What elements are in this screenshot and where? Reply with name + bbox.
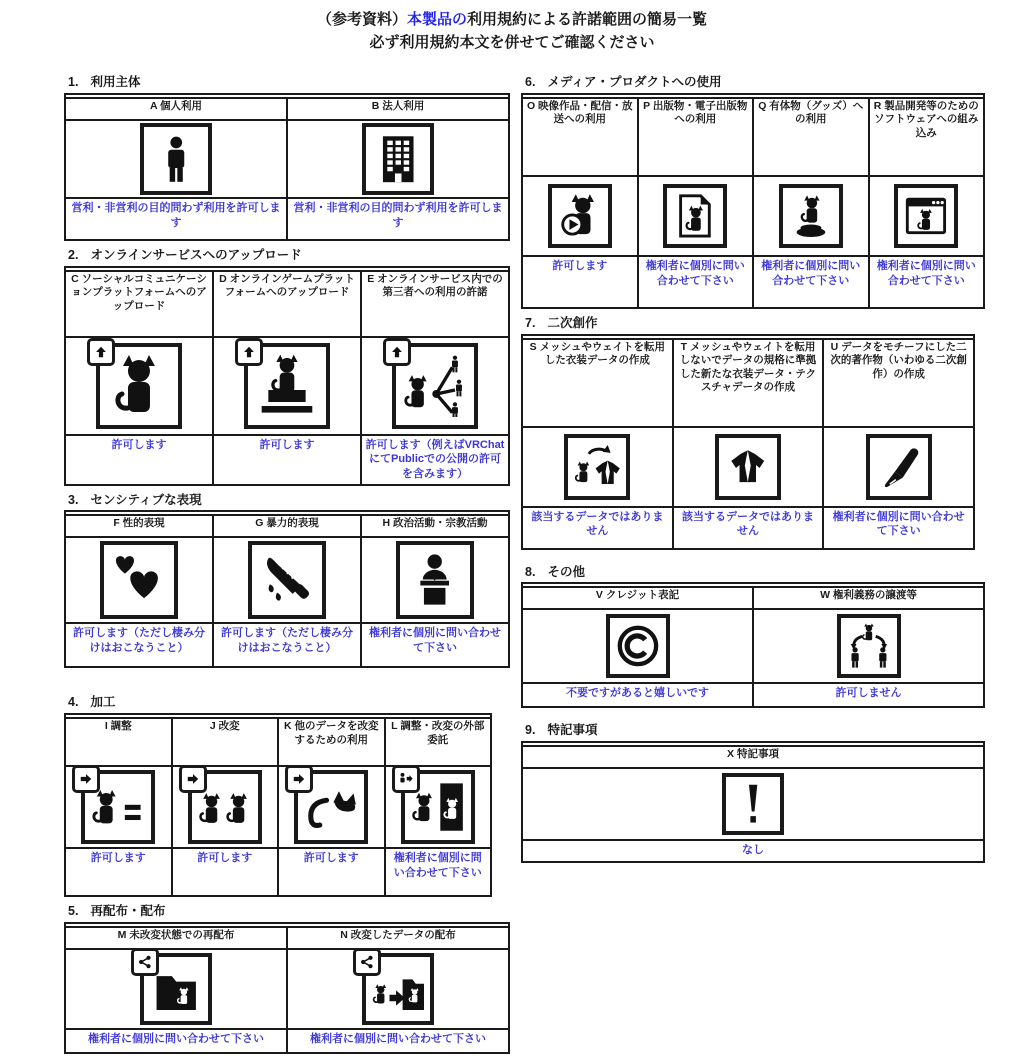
- item-S-header: S メッシュやウェイトを転用した衣装データの作成: [523, 340, 672, 426]
- item-P-header: P 出版物・電子出版物への利用: [639, 99, 753, 175]
- hearts-icon: [100, 541, 178, 619]
- section-3-heading: 3. センシティブな表現: [68, 492, 202, 507]
- item-I-header: I 調整: [66, 719, 171, 765]
- section-5-table: [64, 922, 510, 1054]
- item-G-result: 許可します（ただし棲み分けはおこなうこと）: [214, 624, 360, 666]
- publication-icon: [663, 184, 727, 248]
- share-badge-icon: [131, 950, 159, 976]
- item-K-header: K 他のデータを改変するための利用: [279, 719, 384, 765]
- knife-icon: [248, 541, 326, 619]
- video-media-icon: [548, 184, 612, 248]
- item-F-result: 許可します（ただし棲み分けはおこなうこと）: [66, 624, 212, 666]
- item-H-header: H 政治活動・宗教活動: [362, 516, 508, 536]
- edit-arrow-badge-icon: [179, 767, 207, 793]
- item-O-result: 許可します: [523, 257, 637, 307]
- section-8-table: [521, 582, 985, 708]
- item-H-result: 権利者に個別に問い合わせて下さい: [362, 624, 508, 666]
- item-V-result: 不要ですがあると嬉しいです: [523, 684, 752, 706]
- upload-game-icon: [244, 343, 330, 429]
- section-5-heading: 5. 再配布・配布: [68, 904, 166, 918]
- item-D-header: D オンラインゲームプラットフォームへのアップロード: [214, 272, 360, 336]
- section-7-heading: 7. 二次創作: [525, 315, 598, 330]
- item-T-header: T メッシュやウェイトを転用しないでデータの規格に準拠した新たな衣装データ・テクスチャデータの作成: [674, 340, 823, 426]
- section-3-table: [64, 510, 510, 668]
- outsource-badge-icon: [392, 767, 420, 793]
- edit-arrow-badge-icon: [72, 767, 100, 793]
- redistribute-icon: [140, 953, 212, 1025]
- distribute-modified-icon: [362, 953, 434, 1025]
- costume-new-icon: [715, 434, 781, 500]
- item-E-result: 許可します（例えばVRChatにてPublicでの公開の許可を含みます）: [362, 436, 508, 484]
- item-S-result: 該当するデータではありません: [523, 508, 672, 548]
- item-V-header: V クレジット表記: [523, 588, 752, 608]
- modify-icon: [188, 770, 262, 844]
- item-X-result: なし: [523, 841, 983, 861]
- item-L-header: L 調整・改変の外部委託: [386, 719, 491, 765]
- person-icon: [140, 123, 212, 195]
- upload-third-party-icon: [392, 343, 478, 429]
- item-L-result: 権利者に個別に問い合わせて下さい: [386, 849, 491, 895]
- section-7-table: [521, 334, 975, 550]
- section-8-heading: 8. その他: [525, 564, 585, 579]
- item-J-result: 許可します: [173, 849, 278, 895]
- item-F-header: F 性的表現: [66, 516, 212, 536]
- section-4-table: [64, 713, 492, 897]
- item-C-header: C ソーシャルコミュニケーションプラットフォームへのアップロード: [66, 272, 212, 336]
- item-O-header: O 映像作品・配信・放送への利用: [523, 99, 637, 175]
- upload-badge-icon: [87, 338, 115, 366]
- item-Q-header: Q 有体物（グッズ）への利用: [754, 99, 868, 175]
- section-4-heading: 4. 加工: [68, 695, 116, 710]
- item-B-result: 営利・非営利の目的問わず利用を許可します: [288, 199, 508, 239]
- right-column: [521, 76, 985, 873]
- page-title: [0, 8, 1024, 55]
- item-W-header: W 権利義務の譲渡等: [754, 588, 983, 608]
- item-Q-result: 権利者に個別に問い合わせて下さい: [754, 257, 868, 307]
- rights-transfer-icon: [837, 614, 901, 678]
- item-R-result: 権利者に個別に問い合わせて下さい: [870, 257, 984, 307]
- section-6-table: [521, 93, 985, 309]
- left-column: [64, 76, 510, 1064]
- item-R-header: R 製品開発等のためのソフトウェアへの組み込み: [870, 99, 984, 175]
- outsource-icon: [401, 770, 475, 844]
- title-highlight: 本製品の: [406, 11, 467, 28]
- item-M-header: M 未改変状態での再配布: [66, 928, 286, 948]
- item-B-header: B 法人利用: [288, 99, 508, 119]
- item-E-header: E オンラインサービス内での第三者への利用の許諾: [362, 272, 508, 336]
- item-W-result: 許可しません: [754, 684, 983, 706]
- section-2-table: [64, 266, 510, 486]
- item-N-result: 権利者に個別に問い合わせて下さい: [288, 1030, 508, 1052]
- upload-badge-icon: [235, 338, 263, 366]
- upload-social-icon: [96, 343, 182, 429]
- section-1-heading: 1. 利用主体: [68, 75, 141, 89]
- exclamation-icon: [722, 773, 784, 835]
- item-I-result: 許可します: [66, 849, 171, 895]
- section-1-table: [64, 93, 510, 241]
- building-icon: [362, 123, 434, 195]
- title-line2: 必ず利用規約本文を併せてご確認ください: [369, 34, 655, 52]
- item-U-result: 権利者に個別に問い合わせて下さい: [824, 508, 973, 548]
- software-window-icon: [894, 184, 958, 248]
- pen-derivative-icon: [866, 434, 932, 500]
- item-A-header: A 個人利用: [66, 99, 286, 119]
- section-9-table: [521, 741, 985, 863]
- section-2-heading: 2. オンラインサービスへのアップロード: [68, 247, 302, 262]
- podium-speaker-icon: [396, 541, 474, 619]
- item-U-header: U データをモチーフにした二次的著作物（いわゆる二次創作）の作成: [824, 340, 973, 426]
- section-6-heading: 6. メディア・プロダクトへの使用: [525, 75, 722, 89]
- item-G-header: G 暴力的表現: [214, 516, 360, 536]
- edit-arrow-badge-icon: [285, 767, 313, 793]
- costume-reuse-icon: [564, 434, 630, 500]
- section-9-heading: 9. 特記事項: [525, 723, 598, 738]
- item-N-header: N 改変したデータの配布: [288, 928, 508, 948]
- adjust-icon: [81, 770, 155, 844]
- share-badge-icon: [353, 950, 381, 976]
- item-K-result: 許可します: [279, 849, 384, 895]
- item-J-header: J 改変: [173, 719, 278, 765]
- title-line1: （参考資料）本製品の利用規約による許諾範囲の簡易一覧: [316, 11, 708, 28]
- item-P-result: 権利者に個別に問い合わせて下さい: [639, 257, 753, 307]
- item-M-result: 権利者に個別に問い合わせて下さい: [66, 1030, 286, 1052]
- item-A-result: 営利・非営利の目的問わず利用を許可します: [66, 199, 286, 239]
- modify-other-data-icon: [294, 770, 368, 844]
- item-T-result: 該当するデータではありません: [674, 508, 823, 548]
- goods-figurine-icon: [779, 184, 843, 248]
- upload-badge-icon: [383, 338, 411, 366]
- item-X-header: X 特記事項: [523, 747, 983, 767]
- item-D-result: 許可します: [214, 436, 360, 484]
- item-C-result: 許可します: [66, 436, 212, 484]
- copyright-icon: [606, 614, 670, 678]
